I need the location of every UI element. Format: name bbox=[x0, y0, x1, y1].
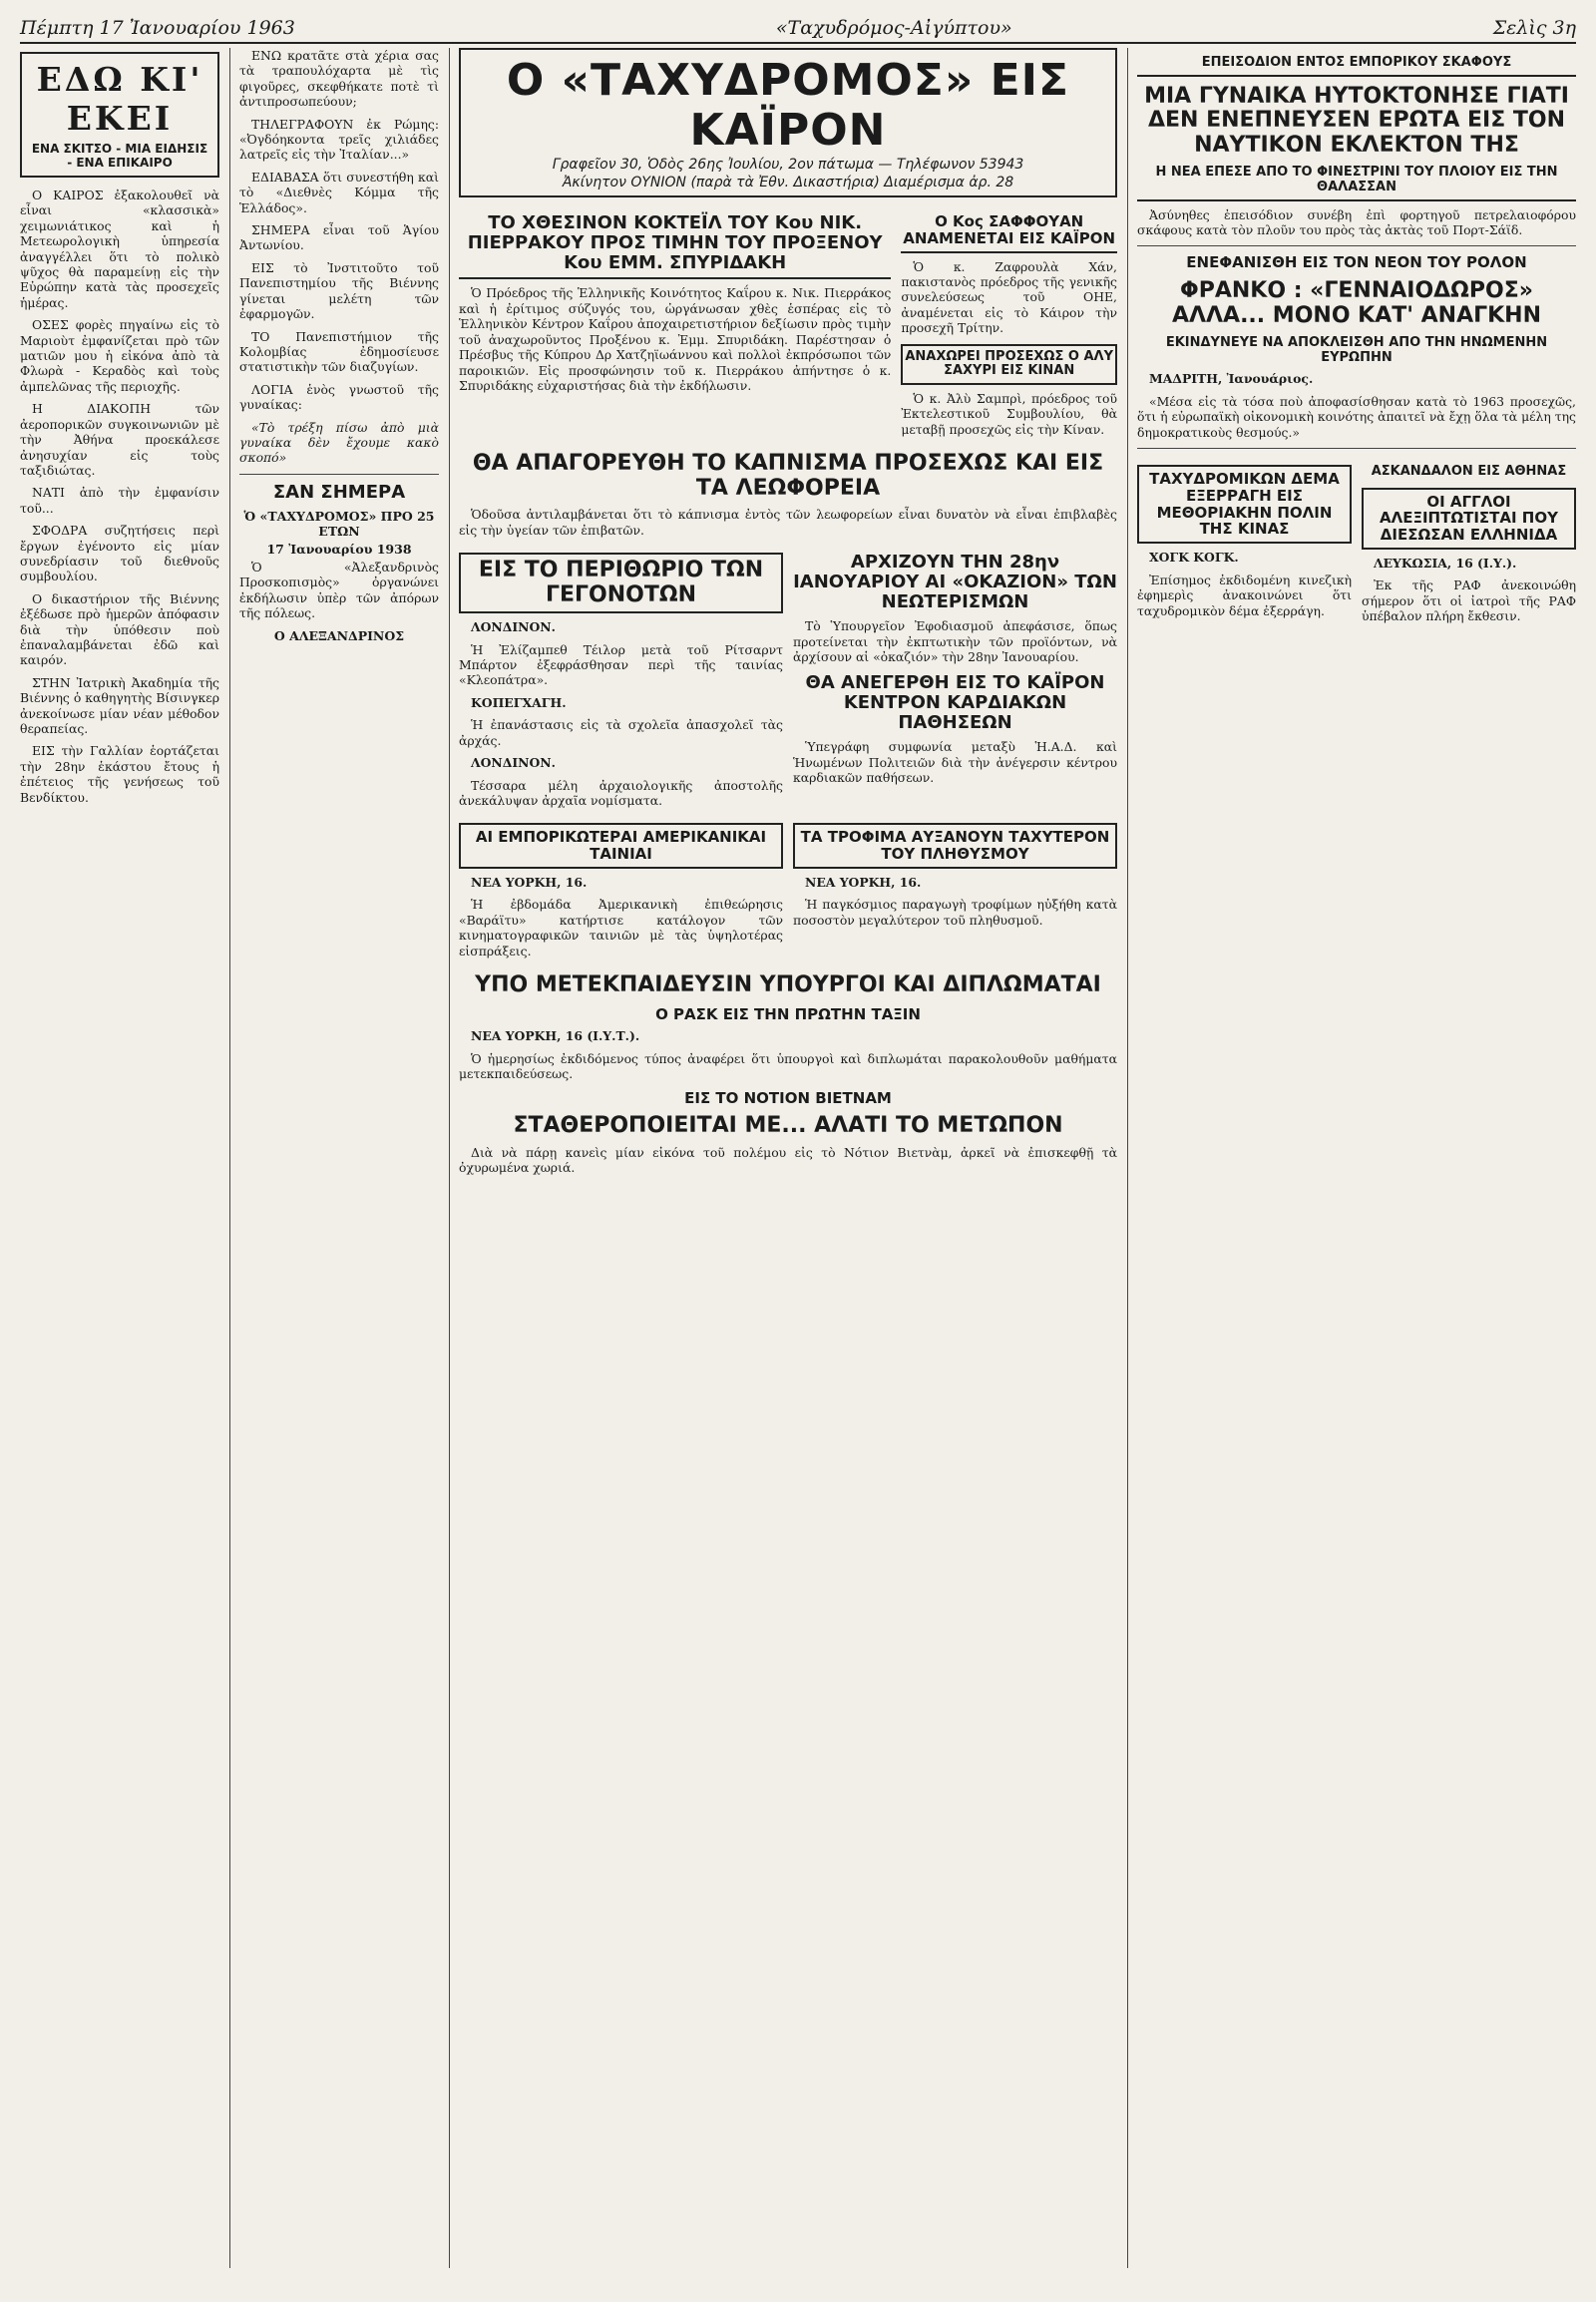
masthead-title: Ο «ΤΑΧΥΔΡΟΜΟΣ» ΕΙΣ ΚΑΪΡΟΝ bbox=[506, 55, 1070, 156]
dateline: ΚΟΠΕΓΧΑΓΗ. bbox=[471, 694, 567, 710]
right-block bbox=[1137, 48, 1576, 2268]
article-text: Ἀσύνηθες ἐπεισόδιον συνέβη ἐπὶ φορτηγοῦ πετρελαιοφόρου σκάφους κατὰ τὸν πλοῦν του πρὸς τὰς ἀκτὰς τοῦ Πορτ-Σάϊδ. bbox=[1137, 206, 1576, 237]
article-vietnam bbox=[459, 1090, 1117, 1176]
article-headline: ΤΟ ΧΘΕΣΙΝΟΝ ΚΟΚΤΕΪΛ ΤΟΥ Κου ΝΙΚ. ΠΙΕΡΡΑΚΟΥ ΠΡΟΣ ΤΙΜΗΝ ΤΟΥ ΠΡΟΞΕΝΟΥ Κου ΕΜΜ. ΣΠΥΡΙΔΑΚΗ bbox=[459, 213, 891, 279]
column-rule bbox=[1127, 48, 1128, 2268]
column-2 bbox=[239, 48, 439, 2268]
divider bbox=[1137, 245, 1576, 246]
article-text: «Μέσα εἰς τὰ τόσα ποὺ ἀποφασίσθησαν κατὰ τὸ 1963 προσεχῶς, ὅτι ἡ εὐρωπαϊκὴ οἰκονομικὴ κοινότης ἀπαιτεῖ νὰ ἔχῃ ὅλα τὰ μέλη της δημοκρατικοὺς θεσμούς.» bbox=[1137, 393, 1576, 440]
article-headline: ΕΝΕΦΑΝΙΣΘΗ ΕΙΣ ΤΟΝ ΝΕΟΝ ΤΟΥ ΡΟΛΟΝ bbox=[1186, 253, 1527, 272]
article-text: Ἡ Ἐλίζαμπεθ Τέιλορ μετὰ τοῦ Ρίτσαρντ Μπάρτον ἐξεφράσθησαν περὶ τῆς ταινίας «Κλεοπάτρα». bbox=[459, 641, 783, 688]
page-number: Σελὶς 3η bbox=[1492, 17, 1576, 39]
divider bbox=[1137, 448, 1576, 449]
right-bottom-row bbox=[1137, 457, 1576, 631]
article-text: Ὁδοῦσα ἀντιλαμβάνεται ὅτι τὸ κάπνισμα ἐντὸς τῶν λεωφορείων εἶναι δυνατὸν νὰ εἶναι ἐπιβλαβὲς εἰς τὴν ὑγείαν τῶν ἐπιβατῶν. bbox=[459, 507, 1117, 538]
edo-ki-ekei-box bbox=[20, 52, 219, 178]
article-headline: ΑΡΧΙΖΟΥΝ ΤΗΝ 28ην ΙΑΝΟΥΑΡΙΟΥ ΑΙ «ΟΚΑΖΙΟΝ» ΤΩΝ ΝΕΩΤΕΡΙΣΜΩΝ bbox=[793, 552, 1117, 613]
article-subheadline: ΣΤΑΘΕΡΟΠΟΙΕΙΤΑΙ ΜΕ... ΑΛΑΤΙ ΤΟ ΜΕΤΩΠΟΝ bbox=[513, 1113, 1063, 1139]
dateline: ΛΕΥΚΩΣΙΑ, 16 (Ι.Υ.). bbox=[1374, 556, 1517, 572]
article-headline: ΦΡΑΝΚΟ : «ΓΕΝΝΑΙΟΔΩΡΟΣ» ΑΛΛΑ... ΜΟΝΟ ΚΑΤ' ΑΝΑΓΚΗΝ bbox=[1171, 278, 1542, 328]
paper-name: «Ταχυδρόμος-Αἰγύπτου» bbox=[775, 17, 1012, 39]
article-cocktail bbox=[459, 205, 891, 444]
article-text: Ὁ ἡμερησίως ἐκδιδόμενος τύπος ἀναφέρει ὅτι ὑπουργοὶ καὶ διπλωμάται παρακολουθοῦν μαθήματα μετεκπαιδεύσεως. bbox=[459, 1050, 1117, 1082]
article-food bbox=[793, 815, 1117, 965]
article-headline: ΜΙΑ ΓΥΝΑΙΚΑ ΗΥΤΟΚΤΟΝΗΣΕ ΓΙΑΤΙ ΔΕΝ ΕΝΕΠΝΕΥΣΕΝ ΕΡΩΤΑ ΕΙΣ ΤΟΝ ΝΑΥΤΙΚΟΝ ΕΚΛΕΚΤΟΝ ΤΗΣ bbox=[1144, 83, 1569, 158]
article-subheadline: Ο ΡΑΣΚ ΕΙΣ ΤΗΝ ΠΡΩΤΗΝ ΤΑΞΙΝ bbox=[655, 1004, 921, 1023]
masthead-address: Ἀκίνητον ΟΥΝΙΟΝ (παρὰ τὰ Ἐθν. Δικαστήρια) Διαμέρισμα ἀρ. 28 bbox=[562, 175, 1014, 191]
divider bbox=[239, 474, 439, 475]
center-block bbox=[459, 48, 1117, 2268]
article-headline: ΕΙΣ ΤΟ ΠΕΡΙΘΩΡΙΟ ΤΩΝ ΓΕΓΟΝΟΤΩΝ bbox=[459, 553, 783, 613]
article-safouan bbox=[901, 205, 1117, 444]
dateline: ΛΟΝΔΙΝΟΝ. bbox=[471, 619, 556, 635]
article-ship bbox=[1137, 56, 1576, 237]
article-headline: ΕΙΣ ΤΟ ΝΟΤΙΟΝ ΒΙΕΤΝΑΜ bbox=[684, 1088, 892, 1107]
article-headline: Ο Κος ΣΑΦΦΟΥΑΝ ΑΝΑΜΕΝΕΤΑΙ ΕΙΣ ΚΑΪΡΟΝ bbox=[901, 213, 1117, 253]
article-text: Ἡ ἐβδομάδα Ἀμερικανικὴ ἐπιθεώρησις «Βαράϊτυ» κατήρτισε κατάλογον τῶν κινηματογραφικῶν ταινιῶν μὲ τὰς ὑψηλοτέρας εἰσπράξεις. bbox=[459, 897, 783, 959]
paragraph: ΕΝΩ κρατᾶτε στὰ χέρια σας τὰ τραπουλόχαρτα μὲ τὶς φιγοῦρες, σκεφθήκατε ποτὲ τὶ ἀντιπροσωπεύουν; bbox=[239, 48, 439, 110]
article-text: Διὰ νὰ πάρῃ κανεὶς μίαν εἰκόνα τοῦ πολέμου εἰς τὸ Νότιον Βιετνὰμ, ἀρκεῖ νὰ ἐπισκεφθῇ τὰ ὀχυρωμένα χωριά. bbox=[459, 1145, 1117, 1176]
article-right-stack bbox=[793, 545, 1117, 815]
column-rule bbox=[449, 48, 450, 2268]
paragraph: ΟΣΕΣ φορὲς πηγαίνω εἰς τὸ Μαριοὺτ ἐμφανίζεται πρὸ τῶν ματιῶν μου ἡ εἰκόνα ἀπὸ τὰ Φλωρὰ - Κεραδὸς καὶ τοὺς ἀμπελῶνας τῆς περιοχῆς. bbox=[20, 317, 219, 394]
paragraph: ΕΙΣ τὴν Γαλλίαν ἑορτάζεται τὴν 28ην ἑκάστου ἔτους ἡ ἐπέτειος τῆς γενήσεως τοῦ Βενδίκτου. bbox=[20, 743, 219, 805]
column-1 bbox=[20, 48, 219, 2268]
today-date: 17 Ἰανουαρίου 1938 bbox=[266, 541, 412, 557]
article-films bbox=[459, 815, 783, 965]
article-headline: ΤΑ ΤΡΟΦΙΜΑ ΑΥΞΑΝΟΥΝ ΤΑΧΥΤΕΡΟΝ ΤΟΥ ΠΛΗΘΥΣΜΟΥ bbox=[793, 823, 1117, 869]
article-headline: ΘΑ ΑΝΕΓΕΡΘΗ ΕΙΣ ΤΟ ΚΑΪΡΟΝ ΚΕΝΤΡΟΝ ΚΑΡΔΙΑΚΩΝ ΠΑΘΗΣΕΩΝ bbox=[805, 671, 1105, 733]
article-headline: ΘΑ ΑΠΑΓΟΡΕΥΘΗ ΤΟ ΚΑΠΝΙΣΜΑ ΠΡΟΣΕΧΩΣ ΚΑΙ ΕΙΣ ΤΑ ΛΕΩΦΟΡΕΙΑ bbox=[472, 450, 1104, 501]
center-lower-row bbox=[459, 815, 1117, 965]
section-subtitle: ΕΝΑ ΣΚΙΤΣΟ - ΜΙΑ ΕΙΔΗΣΙΣ - ΕΝΑ ΕΠΙΚΑΙΡΟ bbox=[31, 142, 208, 170]
center-top-row bbox=[459, 205, 1117, 444]
article-subheadline: ΕΚΙΝΔΥΝΕΥΕ ΝΑ ΑΠΟΚΛΕΙΣΘΗ ΑΠΟ ΤΗΝ ΗΝΩΜΕΝΗΝ ΕΥΡΩΠΗΝ bbox=[1165, 335, 1548, 365]
dateline: ΜΑΔΡΙΤΗ, Ἰανουάριος. bbox=[1149, 371, 1314, 387]
issue-date: Πέμπτη 17 Ἰανουαρίου 1963 bbox=[20, 17, 295, 39]
page-header bbox=[20, 14, 1576, 44]
article-text: Ὁ κ. Ἀλὺ Σαμπρὶ, πρόεδρος τοῦ Ἐκτελεστικοῦ Συμβουλίου, θὰ μεταβῇ προσεχῶς εἰς τὴν Κίναν. bbox=[901, 390, 1117, 437]
paragraph: ΝΑΤΙ ἀπὸ τὴν ἐμφανίσιν τοῦ... bbox=[20, 485, 219, 516]
article-text: Ὁ Πρόεδρος τῆς Ἑλληνικῆς Κοινότητος Καΐρου κ. Νικ. Πιερράκος καὶ ἡ ἐρίτιμος σύζυγός του, ὠργάνωσαν χθὲς ἑσπέρας εἰς τὸ Ἑλληνικὸν Κέντρον Καΐρου ἀποχαιρετιστήριον δεξίωσιν πρὸς τιμὴν τοῦ ἀναχωροῦντος Προξένου κ. Ἐμμ. Σπυριδάκη. Παρέστησαν ὁ Πρέσβυς τῆς Κύπρου Δρ Χατζηϊωάννου καὶ πολλοὶ ἐκπρόσωποι τῶν παροικιῶν. Εἰς προσφώνησιν τοῦ κ. Πιερράκου ἀπήντησε ὁ κ. Σπυριδάκης εὐχαριστήσας διὰ τὴν ἐκδήλωσιν. bbox=[459, 285, 892, 393]
article-text: Ἐκ τῆς ΡΑΦ ἀνεκοινώθη σήμερον ὅτι οἱ ἰατροὶ τῆς ΡΑΦ ὑπέβαλον πλήρη ἔκθεσιν. bbox=[1362, 577, 1576, 624]
article-text: Ὑπεγράφη συμφωνία μεταξὺ Ἡ.Α.Δ. καὶ Ἡνωμένων Πολιτειῶν διὰ τὴν ἀνέγερσιν κέντρου καρδιακῶν παθήσεων. bbox=[793, 739, 1117, 785]
paragraph: ΕΔΙΑΒΑΣΑ ὅτι συνεστήθη καὶ τὸ «Διεθνὲς Κόμμα τῆς Ἑλλάδος». bbox=[239, 169, 439, 215]
paragraph: ΛΟΓΙΑ ἑνὸς γνωστοῦ τῆς γυναίκας: bbox=[239, 381, 439, 413]
dateline: ΧΟΓΚ ΚΟΓΚ. bbox=[1149, 550, 1239, 566]
article-headline: ΕΠΕΙΣΟΔΙΟΝ ΕΝΤΟΣ ΕΜΠΟΡΙΚΟΥ ΣΚΑΦΟΥΣ bbox=[1137, 56, 1576, 77]
article-franco bbox=[1137, 254, 1576, 440]
article-headline: ΑΙ ΕΜΠΟΡΙΚΩΤΕΡΑΙ ΑΜΕΡΙΚΑΝΙΚΑΙ ΤΑΙΝΙΑΙ bbox=[459, 823, 783, 869]
article-headline: ΑΣΚΑΝΔΑΛΟΝ ΕΙΣ ΑΘΗΝΑΣ bbox=[1371, 464, 1567, 480]
dateline: ΝΕΑ ΥΟΡΚΗ, 16. bbox=[805, 874, 922, 890]
article-headline: ΥΠΟ ΜΕΤΕΚΠΑΙΔΕΥΣΙΝ ΥΠΟΥΡΓΟΙ ΚΑΙ ΔΙΠΛΩΜΑΤΑΙ bbox=[475, 971, 1101, 997]
article-smoking bbox=[459, 452, 1117, 538]
signature: Ο ΑΛΕΞΑΝΔΡΙΝΟΣ bbox=[273, 627, 405, 643]
article-headline: ΤΑΧΥΔΡΟΜΙΚΩΝ ΔΕΜΑ ΕΞΕΡΡΑΓΗ ΕΙΣ ΜΕΘΟΡΙΑΚΗΝ ΠΟΛΙΝ ΤΗΣ ΚΙΝΑΣ bbox=[1137, 465, 1352, 544]
dateline: ΝΕΑ ΥΟΡΚΗ, 16. bbox=[471, 874, 588, 890]
section-title: ΕΔΩ ΚΙ' ΕΚΕΙ bbox=[36, 60, 203, 138]
article-text: Ἡ ἐπανάστασις εἰς τὰ σχολεῖα ἀπασχολεῖ τὰς ἀρχάς. bbox=[459, 717, 783, 748]
article-text: Ἐπίσημος ἐκδιδομένη κινεζικὴ ἐφημερὶς ἀνακοινώνει ὅτι ταχυδρομικὸν δέμα ἐξερράγη. bbox=[1137, 572, 1352, 618]
masthead-address: Γραφεῖον 30, Ὁδὸς 26ης Ἰουλίου, 2ον πάτωμα — Τηλέφωνον 53943 bbox=[552, 157, 1024, 173]
article-text: Τέσσαρα μέλη ἀρχαιολογικῆς ἀποστολῆς ἀνεκάλυψαν ἀρχαῖα νομίσματα. bbox=[459, 777, 783, 808]
today-title: ΣΑΝ ΣΗΜΕΡΑ bbox=[272, 481, 406, 503]
paragraph: ΤΗΛΕΓΡΑΦΟΥΝ ἐκ Ρώμης: «Ὀγδόηκοντα τρεῖς χιλιάδες λατρεῖς εἰς τὴν Ἰταλίαν...» bbox=[239, 116, 439, 163]
article-text: Ἡ παγκόσμιος παραγωγὴ τροφίμων ηὐξήθη κατὰ ποσοστὸν μεγαλύτερον τοῦ πληθυσμοῦ. bbox=[793, 897, 1117, 928]
columns-area bbox=[20, 48, 1576, 2268]
article-ministers bbox=[459, 973, 1117, 1082]
article-text: Ὁ κ. Ζαφρουλὰ Χάν, πακιστανὸς πρόεδρος τῆς γενικῆς συνελεύσεως τοῦ ΟΗΕ, ἀναμένεται εἰς τὸ Κάιρον τὴν προσεχῆ Τρίτην. bbox=[901, 258, 1117, 336]
paragraph: ΣΤΗΝ Ἰατρικὴ Ἀκαδημία τῆς Βιέννης ὁ καθηγητὴς Βίσινγκερ ἀνεκοίνωσε μίαν νέαν μέθοδον θεραπείας. bbox=[20, 674, 219, 736]
paragraph: ΤΟ Πανεπιστήμιον τῆς Κολομβίας ἐδημοσίευσε στατιστικὴν τῶν διαζυγίων. bbox=[239, 328, 439, 375]
quote: «Τὸ τρέξη πίσω ἀπὸ μιὰ γυναίκα δὲν ἔχουμε κακὸ σκοπό» bbox=[239, 419, 439, 466]
dateline: ΝΕΑ ΥΟΡΚΗ, 16 (Ι.Υ.Τ.). bbox=[471, 1028, 640, 1044]
dateline: ΛΟΝΔΙΝΟΝ. bbox=[471, 755, 556, 771]
paragraph: Η ΔΙΑΚΟΠΗ τῶν ἀεροπορικῶν συγκοινωνιῶν μὲ τὴν Ἀθήνα προεκάλεσε ἀνησυχίαν εἰς τοὺς ταξιδιώτας. bbox=[20, 401, 219, 478]
paragraph: Ο δικαστήριον τῆς Βιέννης ἐξέδωσε πρὸ ἡμερῶν ἀπόφασιν διὰ τὴν ὑπόθεσιν ποὺ ἐπαναλαμβάνεται ἐδῶ καὶ καιρόν. bbox=[20, 590, 219, 668]
paragraph: ΣΗΜΕΡΑ εἶναι τοῦ Ἁγίου Ἀντωνίου. bbox=[239, 222, 439, 253]
paragraph: Ο ΚΑΙΡΟΣ ἐξακολουθεῖ νὰ εἶναι «κλασσικὰ» χειμωνιάτικος καὶ ἡ Μετεωρολογικὴ ὑπηρεσία ἀναγγέλλει ὅτι τὸ πολικὸ ψῦχος θὰ παραμείνῃ εἰς τὴν Εὐρώπην κατὰ τὰς προσεχεῖς ἡμέρας. bbox=[20, 188, 219, 310]
newspaper-page bbox=[20, 14, 1576, 2268]
column-rule bbox=[229, 48, 230, 2268]
paragraph: ΣΦΟΔΡΑ συζητήσεις περὶ ἔργων ἐγένοντο εἰς μίαν συνεδρίασιν τοῦ διεθνοῦς συμβουλίου. bbox=[20, 523, 219, 584]
article-paratroopers bbox=[1362, 457, 1576, 631]
masthead bbox=[459, 48, 1117, 197]
today-subtitle: Ὁ «ΤΑΧΥΔΡΟΜΟΣ» ΠΡΟ 25 ΕΤΩΝ bbox=[243, 508, 435, 539]
paragraph: ΕΙΣ τὸ Ἰνστιτοῦτο τοῦ Πανεπιστημίου τῆς Βιέννης γίνεται μελέτη τῶν ἐφαρμογῶν. bbox=[239, 259, 439, 322]
article-left-stack bbox=[459, 545, 783, 815]
today-text: Ὁ «Ἀλεξανδρινὸς Προσκοπισμὸς» ὀργανώνει ἐκδήλωσιν ὑπὲρ τῶν ἀπόρων τῆς πόλεως. bbox=[239, 559, 439, 621]
article-headline: ΑΝΑΧΩΡΕΙ ΠΡΟΣΕΧΩΣ Ο ΑΛΥ ΣΑΧΥΡΙ ΕΙΣ ΚΙΝΑΝ bbox=[901, 344, 1117, 385]
article-subheadline: Η ΝΕΑ ΕΠΕΣΕ ΑΠΟ ΤΟ ΦΙΝΕΣΤΡΙΝΙ ΤΟΥ ΠΛΟΙΟΥ ΕΙΣ ΤΗΝ ΘΑΛΑΣΣΑΝ bbox=[1137, 166, 1576, 200]
article-parcel bbox=[1137, 457, 1352, 631]
center-mid-row bbox=[459, 545, 1117, 815]
article-headline: ΟΙ ΑΓΓΛΟΙ ΑΛΕΞΙΠΤΩΤΙΣΤΑΙ ΠΟΥ ΔΙΕΣΩΣΑΝ ΕΛΛΗΝΙΔΑ bbox=[1362, 488, 1576, 550]
article-text: Τὸ Ὑπουργεῖον Ἐφοδιασμοῦ ἀπεφάσισε, ὅπως προτείνεται τὴν ἐκπτωτικὴν τῶν προϊόντων, νὰ ἀρχίσουν αἱ «ὀκαζιόν» τὴν 28ην Ἰανουαρίου. bbox=[793, 618, 1117, 665]
